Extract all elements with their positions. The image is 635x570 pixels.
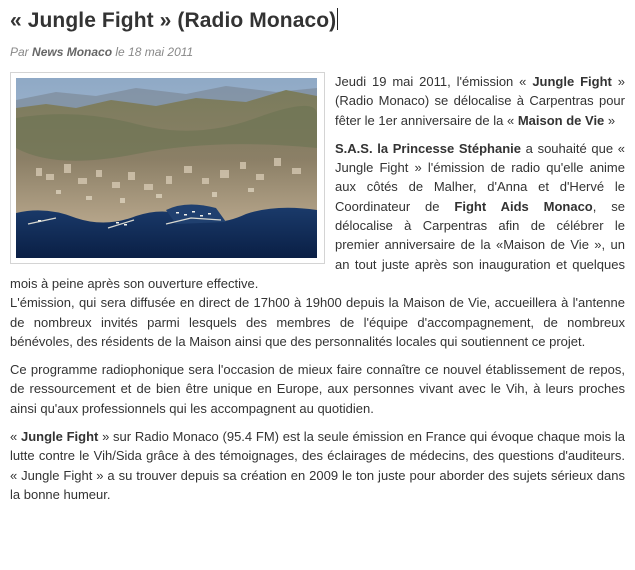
text-cursor: [337, 8, 338, 30]
article-title: [10, 6, 625, 36]
paragraph-about-show: [10, 427, 625, 504]
article-body: [10, 72, 625, 504]
paragraph-program: Ce programme radiophonique sera l'occasion de mieux faire connaître ce nouvel établissement de repos, de ressourcement et de bien être unique en Europe, aux personnes vivant avec le Vih, à leurs proches ainsi qu'aux professionnels qui les accompagnent au quotidien.: [10, 362, 625, 416]
article-photo[interactable]: [10, 72, 325, 264]
paragraph-intro-text-2: » (Radio Monaco) se délocalise à Carpentras pour fêter le 1er anniversaire de la «: [335, 74, 625, 128]
paragraph-intro-text-3: »: [604, 112, 616, 128]
byline-author[interactable]: News Monaco: [32, 45, 113, 59]
aerial-photo-monaco-harbor-icon: [16, 78, 317, 258]
fight-aids-monaco-name: Fight Aids Monaco: [454, 198, 593, 214]
show-name-jungle-fight: Jungle Fight: [532, 74, 612, 89]
paragraph-princess-text-2: , se délocalise à Carpentras afin de célébrer le premier anniversaire de la «Maison de Vie », un an tout juste après son inauguration et quelques mois à peine après son ouverture effective.: [10, 198, 625, 291]
paragraph-princess-text-1: a souhaité que « Jungle Fight » l'émission de radio qu'elle anime aux côtés de Malher, d'Anna et d'Hervé le Coordinateur de: [335, 140, 625, 214]
byline-prefix: Par: [10, 45, 29, 59]
maison-de-vie-name: Maison de Vie: [517, 112, 605, 128]
paragraph-intro-text-1: Jeudi 19 mai 2011, l'émission «: [335, 74, 533, 89]
article-title-text: « Jungle Fight » (Radio Monaco): [10, 9, 337, 32]
byline-date: le 18 mai 2011: [115, 45, 194, 59]
princess-name: S.A.S. la Princesse Stéphanie: [335, 140, 521, 156]
article-byline: [10, 44, 625, 60]
paragraph-broadcast: L'émission, qui sera diffusée en direct de 17h00 à 19h00 depuis la Maison de Vie, accueillera à l'antenne de nombreux invités parmi lesquels des membres de l'équipe d'accompagnement, de nombreux bénévoles, des résidents de la Maison ainsi que des personnalités locales qui soutiennent ce projet.: [10, 295, 625, 349]
paragraph-about-text-2: » sur Radio Monaco (95.4 FM) est la seule émission en France qui évoque chaque mois la lutte contre le Vih/Sida grâce à des témoignages, des éclairages de médecins, des questions d'auditeurs. « Jungle Fight » a su trouver depuis sa création en 2009 le ton juste pour aborder des sujets sérieux dans la bonne humeur.: [10, 429, 625, 502]
show-name-jungle-fight-2: Jungle Fight: [20, 429, 99, 445]
paragraph-about-text-1: «: [10, 429, 21, 445]
